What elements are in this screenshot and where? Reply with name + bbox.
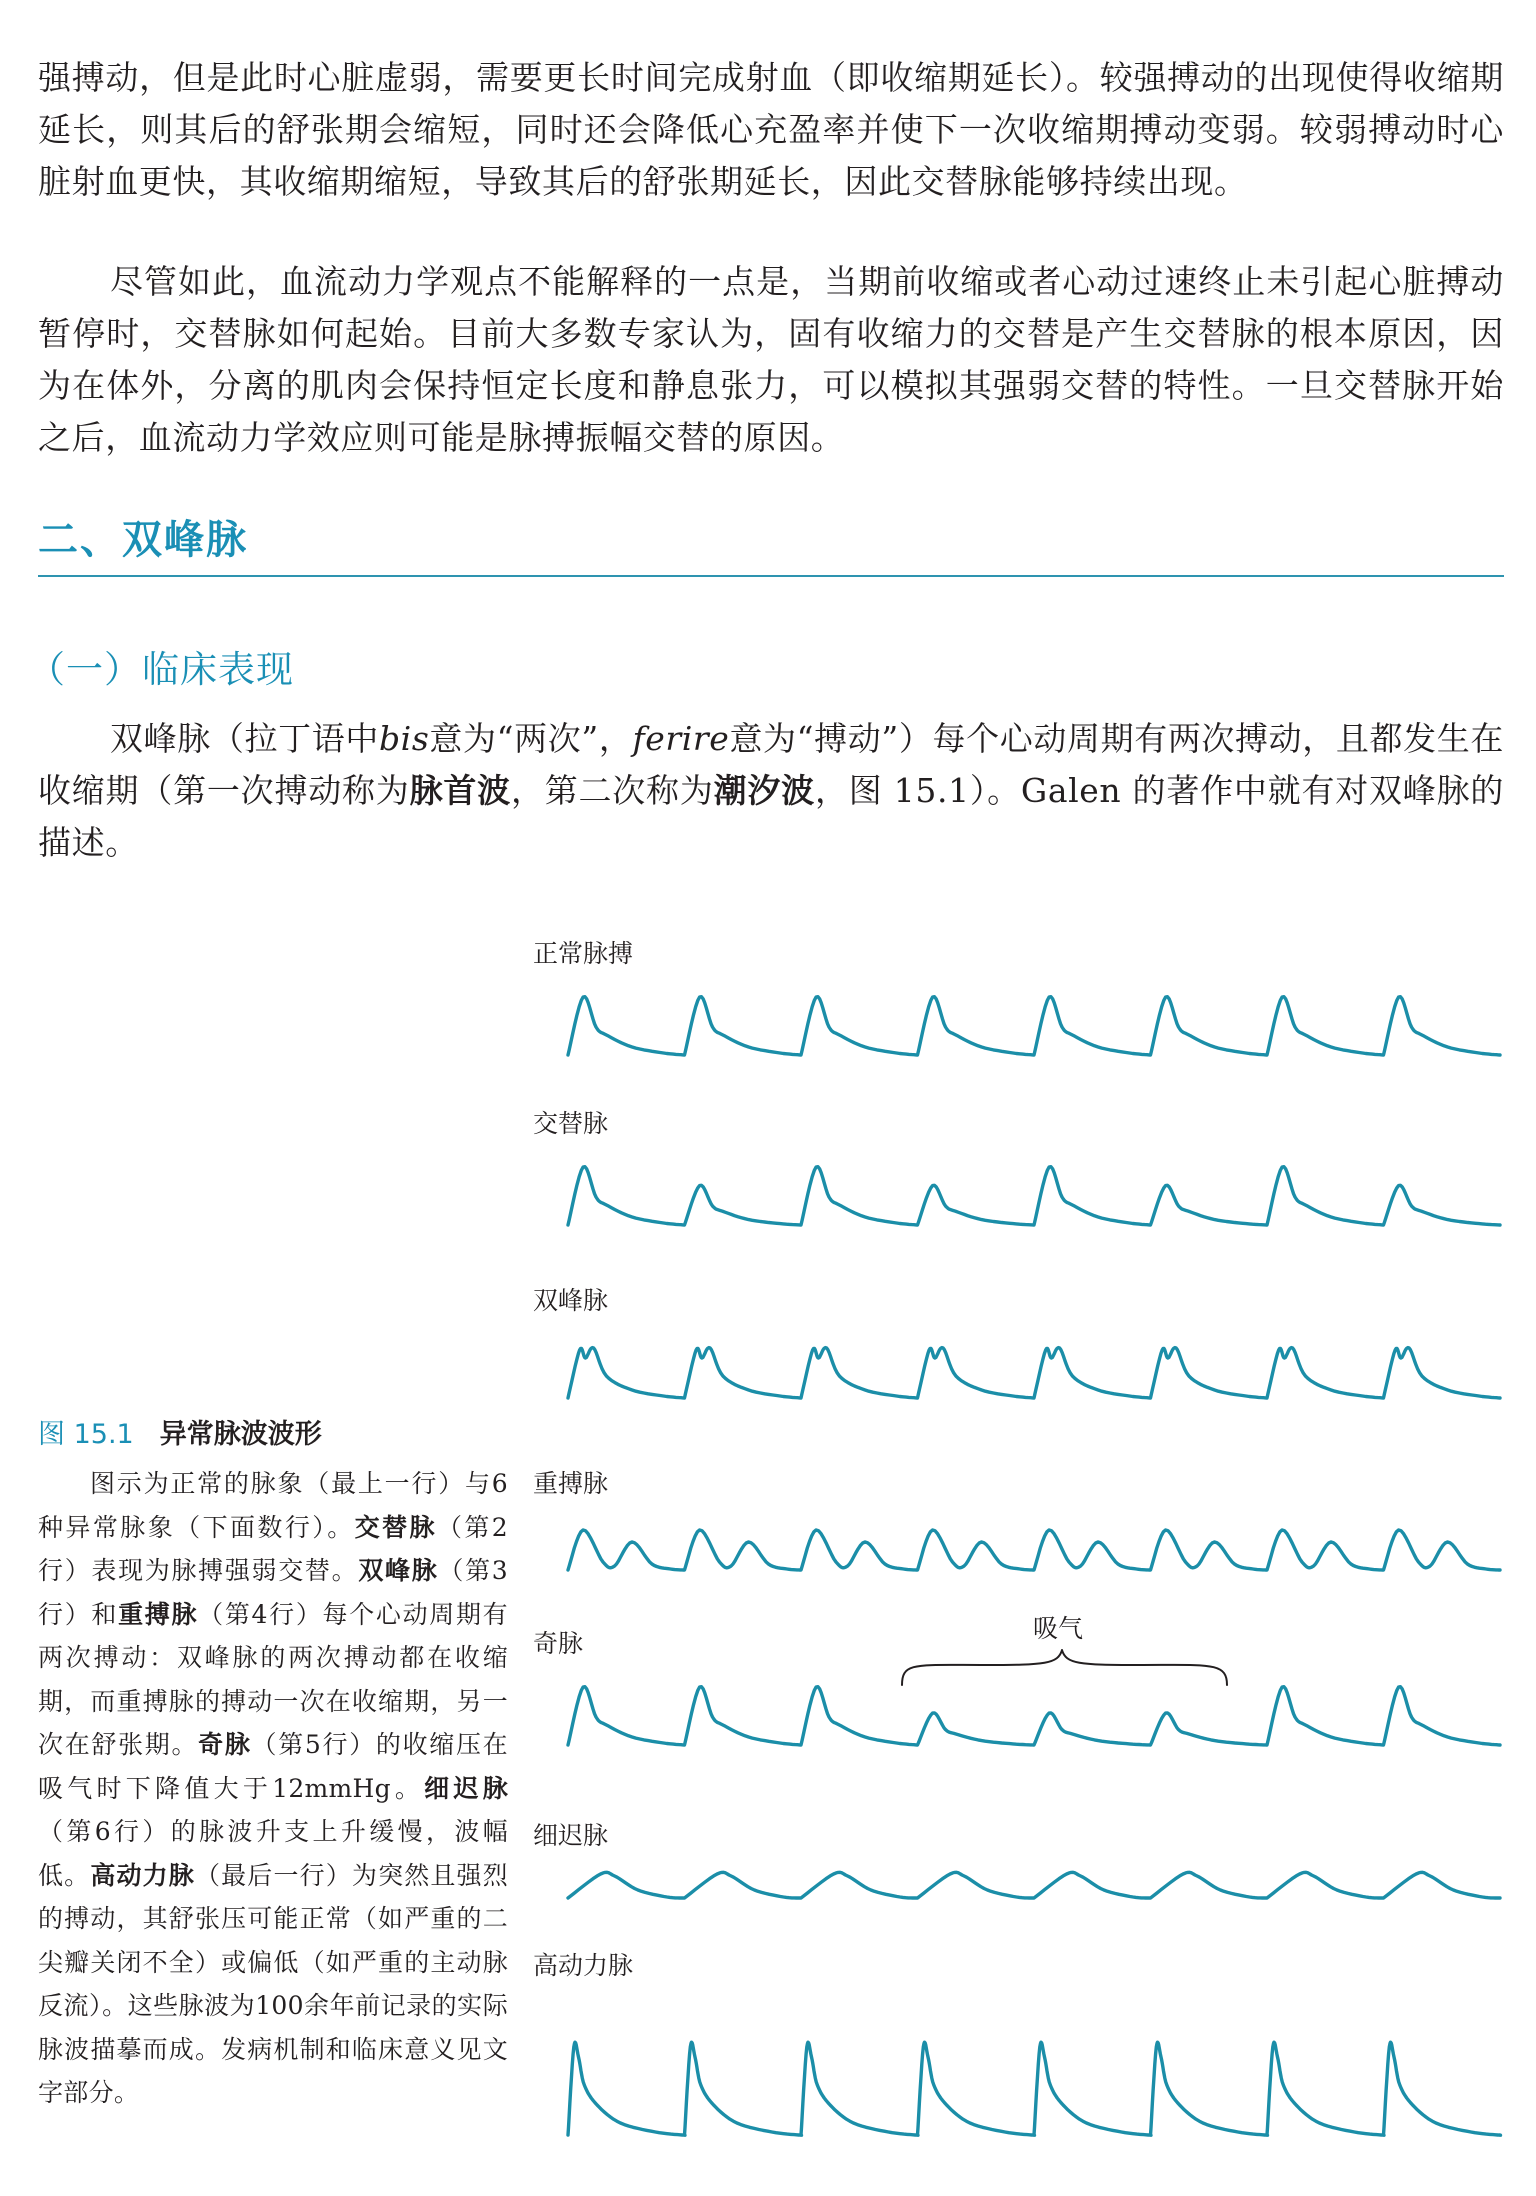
subsection-heading-clinical: （一）临床表现 <box>28 648 294 691</box>
inspiration-label: 吸气 <box>1033 1614 1084 1643</box>
wave-dicrotic <box>568 1530 1500 1570</box>
term-percussion-wave: 脉首波 <box>409 771 511 810</box>
wave-paradoxus <box>568 1687 1500 1745</box>
paragraph-bisferiens-definition: 双峰脉（拉丁语中bis意为“两次”，ferire意为“搏动”）每个心动周期有两次搏动，且都发生在收缩期（第一次搏动称为脉首波，第二次称为潮汐波，图 15.1）。Galen 的著作中就有对双峰脉的描述。 <box>38 719 1504 862</box>
wave-label-normal: 正常脉搏 <box>533 939 634 968</box>
wave-hyperkinetic <box>568 2042 1501 2135</box>
wave-label-hyperkinetic: 高动力脉 <box>533 1951 634 1980</box>
section-heading-bisferiens: 二、双峰脉 <box>38 505 1504 577</box>
wave-label-paradoxus: 奇脉 <box>533 1629 584 1658</box>
wave-label-parvus-tardus: 细迟脉 <box>533 1821 609 1850</box>
wave-normal <box>568 997 1500 1055</box>
wave-parvus-tardus <box>568 1872 1500 1898</box>
paragraph-alternans-mechanism: 强搏动，但是此时心脏虚弱，需要更长时间完成射血（即收缩期延长）。较强搏动的出现使得收缩期延长，则其后的舒张期会缩短，同时还会降低心充盈率并使下一次收缩期搏动变弱。较弱搏动时心脏射血更快，其收缩期缩短，导致其后的舒张期延长，因此交替脉能够持续出现。 <box>38 58 1504 201</box>
wave-alternans <box>568 1167 1500 1225</box>
paragraph-alternans-origin: 尽管如此，血流动力学观点不能解释的一点是，当期前收缩或者心动过速终止未引起心脏搏动暂停时，交替脉如何起始。目前大多数专家认为，固有收缩力的交替是产生交替脉的根本原因，因为在体外，分离的肌肉会保持恒定长度和静息张力，可以模拟其强弱交替的特性。一旦交替脉开始之后，血流动力学效应则可能是脉搏振幅交替的原因。 <box>38 262 1504 457</box>
figure-title: 异常脉波波形 <box>159 1419 322 1450</box>
wave-label-dicrotic: 重搏脉 <box>533 1469 609 1498</box>
term-tidal-wave: 潮汐波 <box>713 771 815 810</box>
wave-label-bisferiens: 双峰脉 <box>533 1286 609 1315</box>
latin-term-ferire: ferire <box>632 719 730 758</box>
inspiration-brace <box>902 1650 1227 1685</box>
figure-caption-body: 图示为正常的脉象（最上一行）与6种异常脉象（下面数行）。交替脉（第2行）表现为脉搏强弱交替。双峰脉（第3行）和重搏脉（第4行）每个心动周期有两次搏动：双峰脉的两次搏动都在收缩期，而重搏脉的搏动一次在收缩期，另一次在舒张期。奇脉（第5行）的收缩压在吸气时下降值大于12mmHg。细迟脉（第6行）的脉波升支上升缓慢，波幅低。高动力脉（最后一行）为突然且强烈的搏动，其舒张压可能正常（如严重的二尖瓣关闭不全）或偏低（如严重的主动脉反流）。这些脉波为100余年前记录的实际脉波描摹而成。发病机制和临床意义见文字部分。 <box>38 1469 509 2107</box>
figure-number: 图 15.1 <box>38 1419 134 1450</box>
wave-bisferiens <box>568 1348 1500 1398</box>
wave-label-alternans: 交替脉 <box>533 1109 609 1138</box>
latin-term-bis: bis <box>378 719 430 758</box>
